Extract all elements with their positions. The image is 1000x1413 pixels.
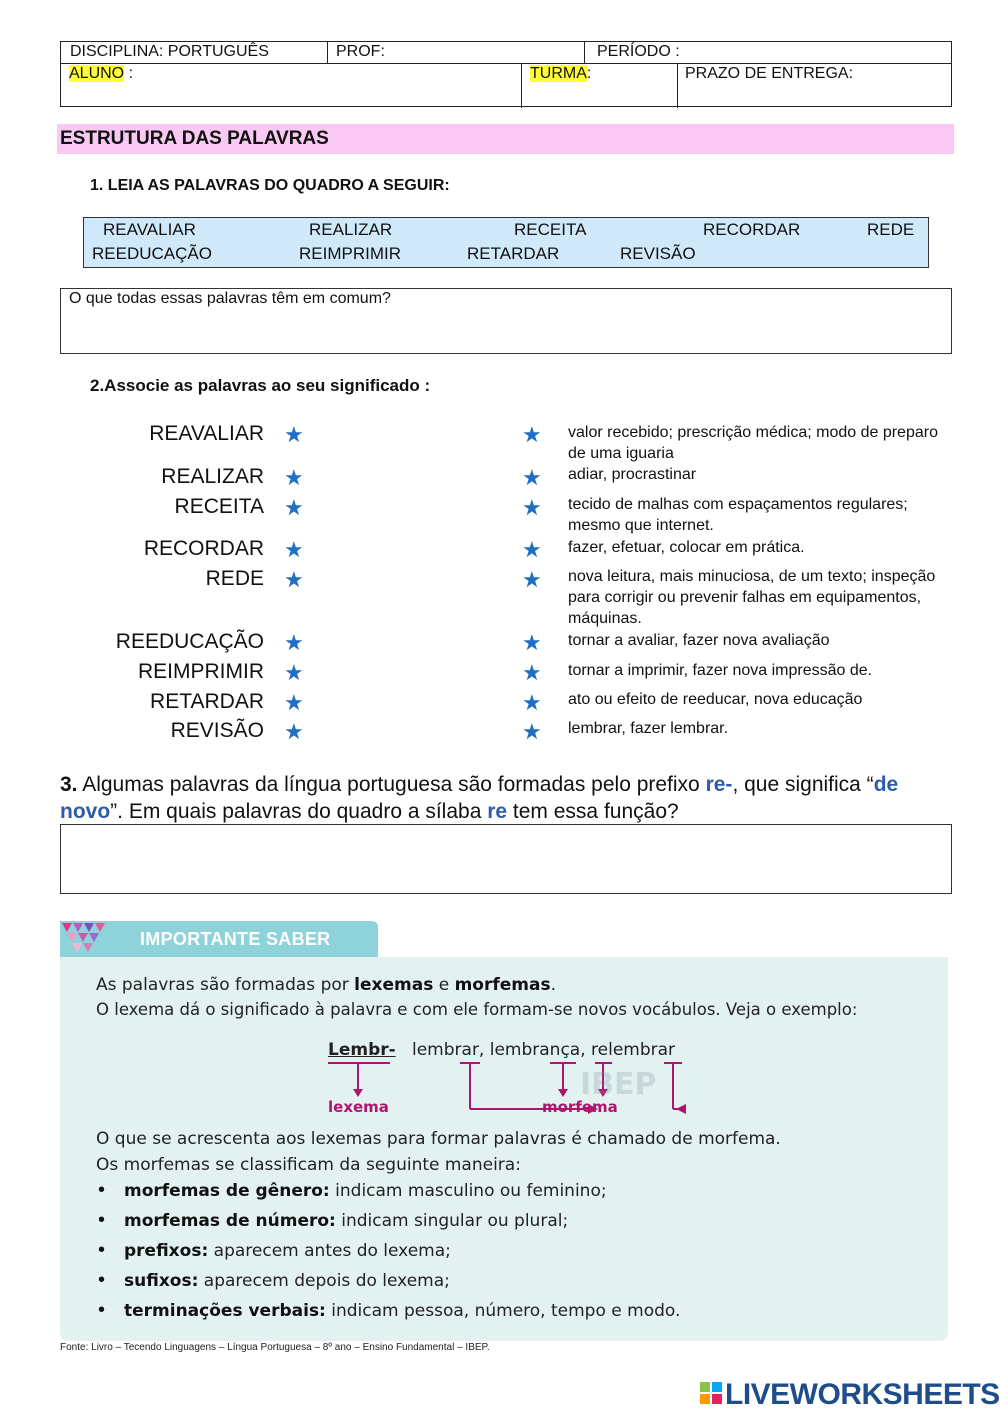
classification-desc: indicam pessoa, número, tempo e modo.: [325, 1301, 681, 1321]
right-star-connector[interactable]: ★: [522, 495, 542, 520]
match-word: REEDUCAÇÃO: [115, 630, 264, 653]
question-3-number: 3.: [60, 773, 78, 796]
header-divider: [677, 64, 678, 108]
match-word: RECEITA: [174, 495, 264, 518]
right-star-connector[interactable]: ★: [522, 567, 542, 592]
left-star-connector[interactable]: ★: [284, 719, 304, 744]
left-star-connector[interactable]: ★: [284, 465, 304, 490]
match-definition: lembrar, fazer lembrar.: [568, 720, 729, 737]
classification-item: [124, 1271, 450, 1291]
important-tab-title: IMPORTANTE SABER: [140, 929, 331, 949]
classification-term: terminações verbais:: [124, 1301, 326, 1321]
liveworksheets-icon: [700, 1382, 722, 1404]
classification-desc: aparecem depois do lexema;: [198, 1271, 450, 1291]
classification-desc: indicam masculino ou feminino;: [329, 1181, 607, 1201]
bullet-dot: •: [98, 1239, 106, 1261]
important-tab: [60, 921, 378, 957]
left-star-connector[interactable]: ★: [284, 422, 304, 447]
syllable-re: re: [487, 800, 508, 823]
brand-name: LIVEWORKSHEETS: [725, 1378, 1000, 1411]
classification-item: [124, 1241, 451, 1261]
word-box-item: REAVALIAR: [103, 220, 196, 239]
meaning-de-novo: de novo: [60, 773, 899, 823]
turma-field[interactable]: [530, 65, 591, 83]
classification-desc: indicam singular ou plural;: [335, 1211, 569, 1231]
match-word: REVISÃO: [170, 719, 264, 742]
classification-item: [124, 1301, 680, 1321]
important-p2: O lexema dá o significado à palavra e com ele formam-se novos vocábulos. Veja o exemplo:: [96, 1000, 858, 1019]
word-box-item: RECORDAR: [703, 220, 801, 239]
source-citation: Fonte: Livro – Tecendo Linguagens – Língua Portuguesa – 8º ano – Ensino Fundamental – IBEP.: [60, 1342, 490, 1353]
disciplina-label: DISCIPLINA: PORTUGUÊS: [70, 43, 269, 60]
right-star-connector[interactable]: ★: [522, 690, 542, 715]
match-definition: nova leitura, mais minuciosa, de um texto; inspeção para corrigir ou prevenir falhas em equipamentos, máquinas.: [568, 568, 936, 627]
left-star-connector[interactable]: ★: [284, 690, 304, 715]
bullet-dot: •: [98, 1269, 106, 1291]
header-divider: [521, 64, 522, 108]
periodo-field[interactable]: PERÍODO :: [597, 43, 680, 60]
match-word: RECORDAR: [143, 537, 264, 560]
match-definition: fazer, efetuar, colocar em prática.: [568, 539, 805, 556]
answer-box-q3[interactable]: [60, 824, 952, 894]
question-3-part: , que significa “: [732, 773, 874, 796]
word-box: [83, 217, 929, 268]
right-star-connector[interactable]: ★: [522, 422, 542, 447]
left-star-connector[interactable]: ★: [284, 567, 304, 592]
classification-term: prefixos:: [124, 1241, 209, 1261]
left-star-connector[interactable]: ★: [284, 630, 304, 655]
match-word: REALIZAR: [161, 465, 264, 488]
prazo-field[interactable]: PRAZO DE ENTREGA:: [685, 65, 854, 82]
classification-desc: aparecem antes do lexema;: [208, 1241, 451, 1261]
word-box-item: RECEITA: [514, 220, 587, 239]
classification-item: [124, 1181, 607, 1201]
header-table: [60, 41, 952, 107]
aluno-field[interactable]: [69, 65, 133, 83]
important-p1: [96, 975, 556, 995]
match-word: RETARDAR: [150, 690, 264, 713]
brand-logo[interactable]: [700, 1378, 1000, 1412]
classification-term: morfemas de gênero:: [124, 1181, 330, 1201]
prof-field[interactable]: PROF:: [336, 43, 385, 60]
classification-item: [124, 1211, 568, 1231]
left-star-connector[interactable]: ★: [284, 537, 304, 562]
header-divider: [327, 42, 328, 64]
aluno-label: ALUNO: [69, 65, 125, 82]
turma-colon: :: [586, 65, 592, 82]
important-p4: Os morfemas se classificam da seguinte maneira:: [96, 1155, 521, 1175]
word-box-item: REDE: [867, 220, 915, 239]
left-star-connector[interactable]: ★: [284, 495, 304, 520]
answer-box-q1[interactable]: [60, 288, 952, 354]
match-word: REDE: [205, 567, 264, 590]
right-star-connector[interactable]: ★: [522, 630, 542, 655]
question-3-part: tem essa função?: [507, 800, 679, 823]
lexema-label: lexema: [328, 1098, 389, 1116]
match-definition: valor recebido; prescrição médica; modo de preparo de uma iguaria: [568, 424, 938, 462]
turma-label: TURMA: [530, 65, 587, 82]
word-box-item: REALIZAR: [309, 220, 393, 239]
match-definition: tornar a imprimir, fazer nova impressão de.: [568, 662, 873, 679]
morfema-label: morfema: [542, 1098, 618, 1116]
important-term: morfemas: [454, 975, 551, 995]
left-star-connector[interactable]: ★: [284, 660, 304, 685]
classification-term: sufixos:: [124, 1271, 199, 1291]
important-p3: O que se acrescenta aos lexemas para formar palavras é chamado de morfema.: [96, 1129, 781, 1149]
match-word: REIMPRIMIR: [138, 660, 264, 683]
important-p1-text: As palavras são formadas por: [96, 975, 355, 995]
aluno-colon: :: [124, 65, 134, 82]
word-box-item: RETARDAR: [467, 244, 560, 263]
question-3-part: Algumas palavras da língua portuguesa são formadas pelo prefixo: [77, 773, 706, 796]
important-body: [60, 957, 948, 1341]
word-box-item: REIMPRIMIR: [299, 244, 401, 263]
right-star-connector[interactable]: ★: [522, 537, 542, 562]
important-p1-text: .: [550, 975, 557, 995]
word-box-item: REVISÃO: [620, 244, 696, 263]
bullet-dot: •: [98, 1209, 106, 1231]
important-term: lexemas: [354, 975, 434, 995]
match-word: REAVALIAR: [149, 422, 264, 445]
header-divider: [584, 42, 585, 64]
match-definition: ato ou efeito de reeducar, nova educação: [568, 691, 863, 708]
right-star-connector[interactable]: ★: [522, 660, 542, 685]
question-3-part: ”. Em quais palavras do quadro a sílaba: [110, 800, 488, 823]
important-box: [60, 921, 948, 1341]
question-2-title: 2.Associe as palavras ao seu significado :: [90, 376, 431, 395]
important-p1-text: e: [433, 975, 455, 995]
question-1-prompt: O que todas essas palavras têm em comum?: [69, 290, 391, 307]
match-definition: tornar a avaliar, fazer nova avaliação: [568, 632, 830, 649]
ibep-watermark: IBEP: [580, 1067, 657, 1102]
question-1-title: 1. LEIA AS PALAVRAS DO QUADRO A SEGUIR:: [90, 177, 450, 194]
match-definition: tecido de malhas com espaçamentos regulares; mesmo que internet.: [568, 496, 908, 534]
section-title: ESTRUTURA DAS PALAVRAS: [57, 124, 954, 154]
bullet-dot: •: [98, 1299, 106, 1321]
question-3-text: [60, 771, 960, 825]
match-definition: adiar, procrastinar: [568, 466, 697, 483]
lexeme-example: Lembr-: [328, 1040, 396, 1060]
bullet-dot: •: [98, 1179, 106, 1201]
word-box-item: REEDUCAÇÃO: [92, 244, 212, 263]
classification-term: morfemas de número:: [124, 1211, 336, 1231]
word-examples: lembrar, lembrança, relembrar: [412, 1040, 676, 1060]
right-star-connector[interactable]: ★: [522, 465, 542, 490]
triangles-icon: [62, 923, 108, 957]
right-star-connector[interactable]: ★: [522, 719, 542, 744]
prefix-re: re-: [705, 773, 733, 796]
